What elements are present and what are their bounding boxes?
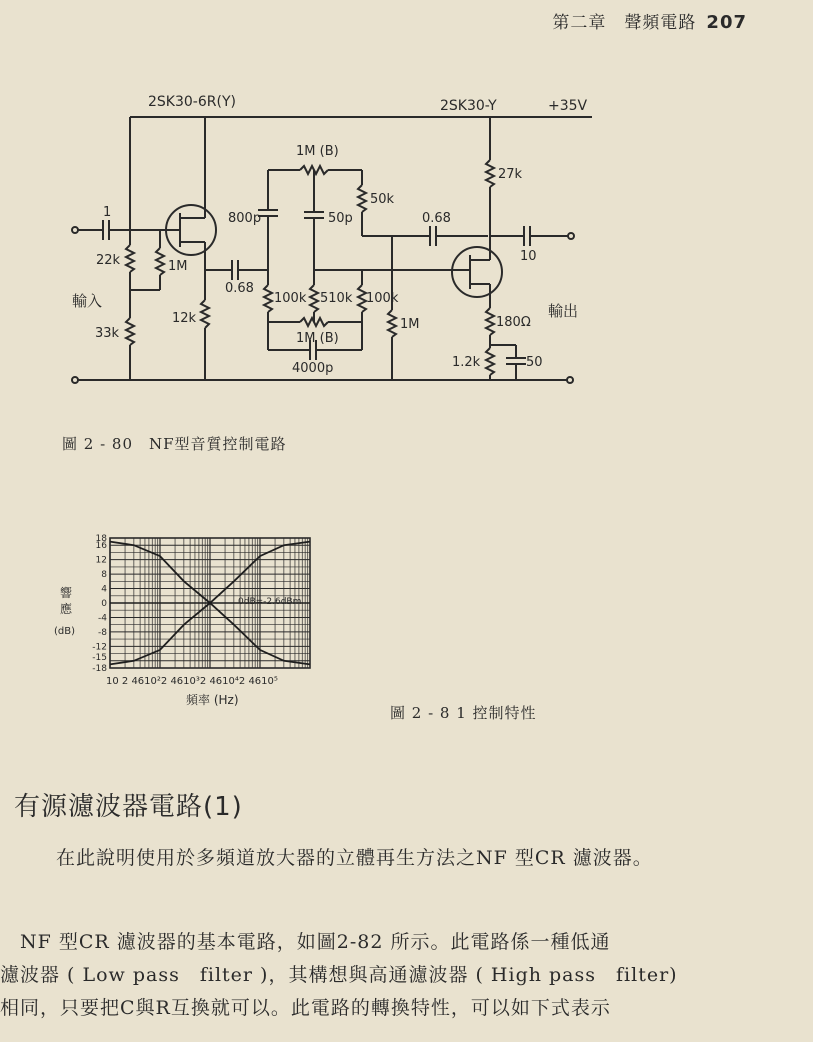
label-c800p: 800p <box>228 211 262 226</box>
label-supply: +35V <box>548 98 588 114</box>
label-c50p: 50p <box>328 211 353 226</box>
label-c-in: 1 <box>103 205 112 220</box>
label-pot-bottom: 1M (B) <box>296 331 339 346</box>
label-c4000p: 4000p <box>292 361 334 376</box>
ytick-label: 0 <box>101 599 107 609</box>
label-r100k-right: 100k <box>366 291 399 306</box>
label-input: 輸入 <box>72 292 103 310</box>
ytick-label: -15 <box>92 653 107 664</box>
ytick-label: 18 <box>95 534 107 544</box>
label-r1m-gate: 1M <box>168 259 188 274</box>
label-r100k-left: 100k <box>274 291 307 306</box>
ytick-label: -18 <box>92 664 107 674</box>
label-c068b: 0.68 <box>422 211 451 226</box>
ytick-label: -8 <box>98 627 107 638</box>
paragraph-1: 在此說明使用於多頻道放大器的立體再生方法之NF 型CR 濾波器。 <box>56 847 653 869</box>
label-c068a: 0.68 <box>225 281 254 296</box>
running-head <box>552 8 747 33</box>
label-r33k: 33k <box>95 326 120 341</box>
plot-xlabel: 頻率 (Hz) <box>186 693 239 707</box>
plot-ylabel-unit: (dB) <box>54 626 76 637</box>
paragraph-2-line-2: 濾波器 ( Low pass filter )，其構想與高通濾波器 ( High pass filter) <box>0 964 678 986</box>
plot-xtick-labels: 10 2 4610²2 4610³2 4610⁴2 4610⁵ <box>106 676 278 687</box>
page-number: 207 <box>706 12 747 33</box>
ytick-label: 12 <box>95 555 107 566</box>
section-title: 有源濾波器電路(1) <box>14 792 243 822</box>
label-r180: 180Ω <box>496 315 531 330</box>
label-c10: 10 <box>520 249 537 264</box>
figure-2-81-caption: 圖 2 - 8 1 控制特性 <box>390 704 537 722</box>
ytick-label: 8 <box>101 570 107 581</box>
paragraph-2 <box>0 926 757 1025</box>
plot-ylabel-char-1: 響 <box>60 586 73 600</box>
plot-ylabel-char-2: 應 <box>60 602 73 616</box>
label-r510k: 510k <box>320 291 353 306</box>
label-q2: 2SK30-Y <box>440 98 497 114</box>
label-r27k: 27k <box>498 167 523 182</box>
plot-reference-label: 0dB=-2.6dBm <box>238 597 302 607</box>
label-r22k: 22k <box>96 253 121 268</box>
plot-yticks <box>92 534 107 674</box>
paragraph-2-line-1: NF 型CR 濾波器的基本電路，如圖2-82 所示。此電路係一種低通 <box>0 931 611 953</box>
label-r12k: 12k <box>172 311 197 326</box>
schematic-diagram <box>0 80 757 400</box>
label-c50: 50 <box>526 355 543 370</box>
label-output: 輸出 <box>548 302 579 320</box>
ytick-label: -12 <box>92 642 107 653</box>
control-characteristic-plot <box>54 530 340 712</box>
paragraph-2-line-3: 相同，只要把C與R互換就可以。此電路的轉換特性，可以如下式表示 <box>0 997 611 1019</box>
label-pot-top: 1M (B) <box>296 144 339 159</box>
label-r12k-source: 1.2k <box>452 355 481 370</box>
chapter-title: 第二章 聲頻電路 <box>552 13 697 33</box>
ytick-label: 4 <box>101 584 107 595</box>
ytick-label: -4 <box>98 613 107 624</box>
label-q1: 2SK30-6R(Y) <box>148 94 236 110</box>
ytick-label: 16 <box>95 541 107 552</box>
label-r50k: 50k <box>370 192 395 207</box>
figure-2-80-caption: 圖 2 - 80 NF型音質控制電路 <box>62 435 287 453</box>
label-r1m: 1M <box>400 317 420 332</box>
